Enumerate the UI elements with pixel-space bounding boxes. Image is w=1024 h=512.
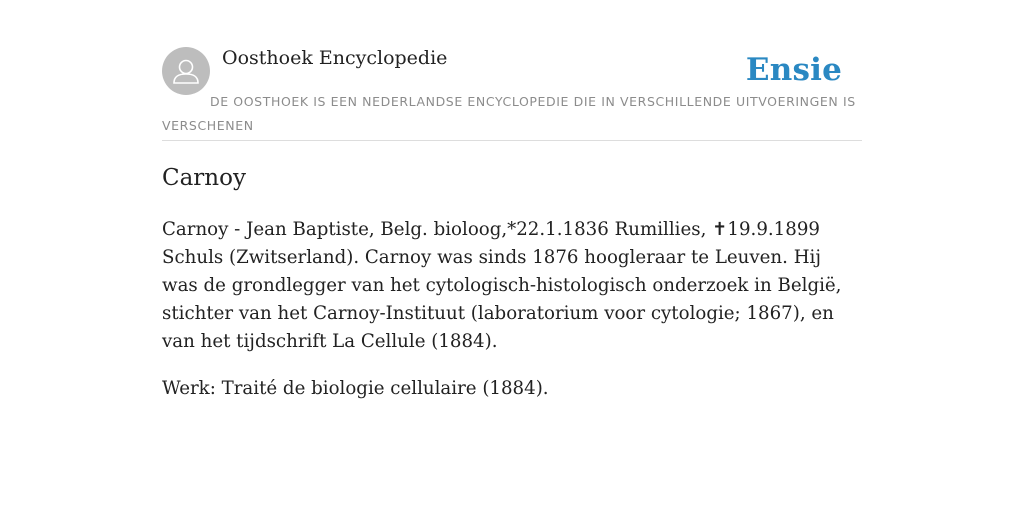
- article: [162, 162, 852, 403]
- user-silhouette-icon: [162, 47, 210, 95]
- source-tagline: DE OOSTHOEK IS EEN NEDERLANDSE ENCYCLOPEDIE DIE IN VERSCHILLENDE UITVOERINGEN IS VERSCHENEN: [162, 94, 856, 133]
- ensie-logo-link[interactable]: Ensie: [745, 52, 842, 88]
- article-title: Carnoy: [162, 165, 246, 191]
- avatar[interactable]: [162, 47, 210, 95]
- source-name-link[interactable]: Oosthoek Encyclopedie: [222, 47, 448, 69]
- article-paragraph-main: Carnoy - Jean Baptiste, Belg. bioloog,*22.1.1836 Rumillies, ✝19.9.1899 Schuls (Zwitserland). Carnoy was sinds 1876 hoogleraar te Leuven. Hij was de grondlegger van het cytologisch-histologisch onderzoek in België, stichter van het Carnoy-Instituut (laboratorium voor cytologie; 1867), en van het tijdschrift La Cellule (1884).: [162, 219, 842, 352]
- article-paragraph-works: Werk: Traité de biologie cellulaire (1884).: [162, 378, 549, 399]
- source-header: [162, 46, 862, 141]
